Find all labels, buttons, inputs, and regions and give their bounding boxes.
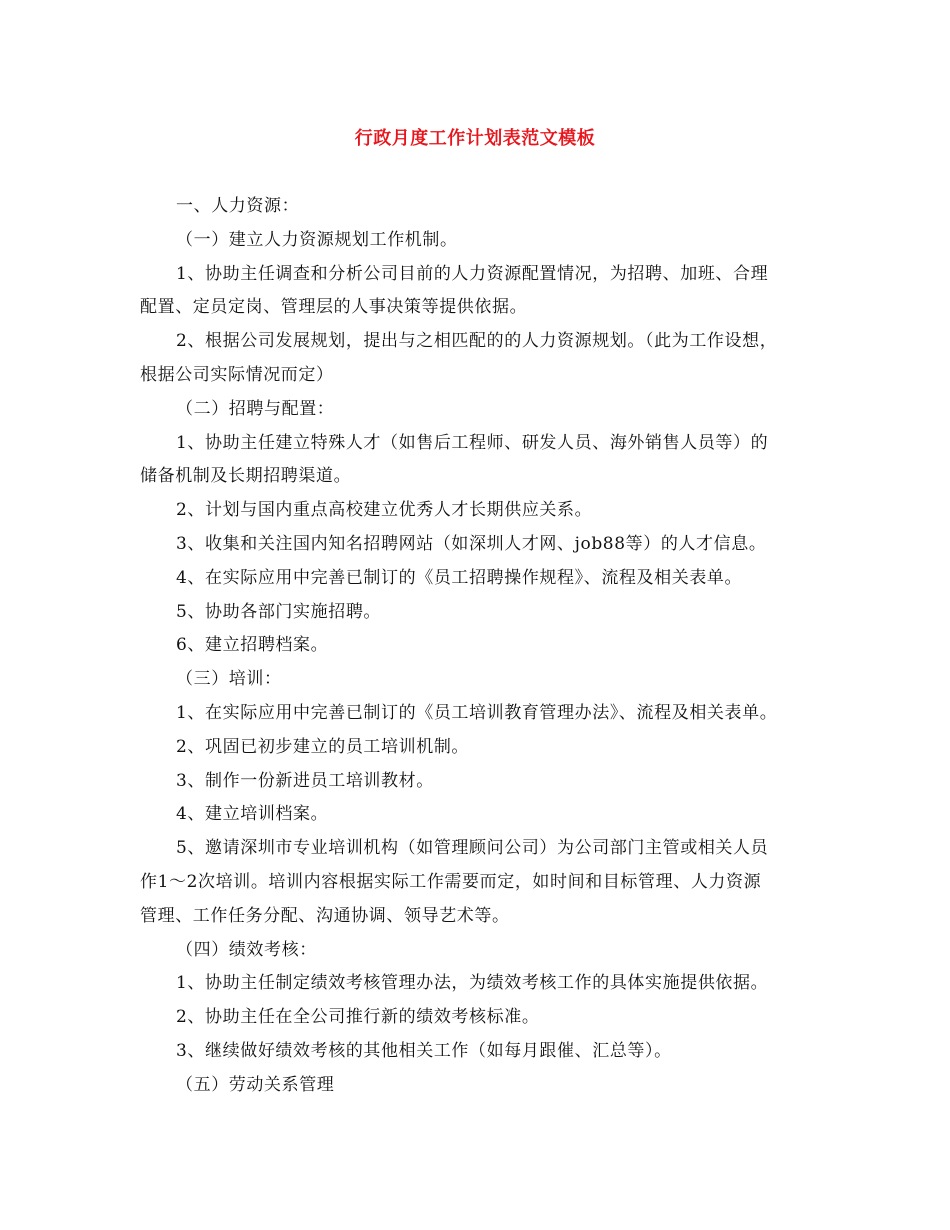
- paragraph-line: （一）建立人力资源规划工作机制。: [176, 229, 458, 250]
- paragraph-line: 4、在实际应用中完善已制订的《员工招聘操作规程》、流程及相关表单。: [176, 567, 743, 588]
- paragraph-line: 管理、工作任务分配、沟通协调、领导艺术等。: [140, 905, 510, 926]
- paragraph-line: 根据公司实际情况而定）: [140, 364, 334, 385]
- paragraph-line: （三）培训：: [176, 669, 282, 690]
- paragraph-line: 5、协助各部门实施招聘。: [176, 601, 382, 622]
- paragraph-line: 1、协助主任调查和分析公司目前的人力资源配置情况，为招聘、加班、合理: [176, 263, 769, 284]
- paragraph-line: 作1～2次培训。培训内容根据实际工作需要而定，如时间和目标管理、人力资源: [140, 871, 762, 892]
- paragraph-line: 1、协助主任建立特殊人才（如售后工程师、研发人员、海外销售人员等）的: [176, 432, 769, 453]
- paragraph-line: 1、在实际应用中完善已制订的《员工培训教育管理办法》、流程及相关表单。: [176, 702, 778, 723]
- paragraph-line: 储备机制及长期招聘渠道。: [140, 466, 352, 487]
- paragraph-line: 3、收集和关注国内知名招聘网站（如深圳人才网、job88等）的人才信息。: [176, 533, 767, 554]
- paragraph-line: 3、制作一份新进员工培训教材。: [176, 770, 434, 791]
- paragraph-line: （五）劳动关系管理: [176, 1074, 335, 1095]
- document-body: [140, 190, 830, 1103]
- document-title: 行政月度工作计划表范文模板: [354, 128, 596, 149]
- paragraph-line: （二）招聘与配置：: [176, 398, 335, 419]
- paragraph-line: 3、继续做好绩效考核的其他相关工作（如每月跟催、汇总等）。: [176, 1040, 672, 1061]
- paragraph-line: 6、建立招聘档案。: [176, 635, 329, 656]
- paragraph-line: 一、人力资源：: [176, 196, 300, 216]
- paragraph-line: 2、巩固已初步建立的员工培训机制。: [176, 736, 470, 757]
- paragraph-line: 2、协助主任在全公司推行新的绩效考核标准。: [176, 1007, 540, 1028]
- paragraph-line: 2、计划与国内重点高校建立优秀人才长期供应关系。: [176, 500, 593, 521]
- paragraph-line: （四）绩效考核：: [176, 939, 317, 960]
- paragraph-line: 4、建立培训档案。: [176, 804, 329, 825]
- paragraph-line: 2、根据公司发展规划，提出与之相匹配的的人力资源规划。（此为工作设想，: [176, 331, 778, 352]
- paragraph-line: 1、协助主任制定绩效考核管理办法，为绩效考核工作的具体实施提供依据。: [176, 973, 769, 994]
- paragraph-line: 5、邀请深圳市专业培训机构（如管理顾问公司）为公司部门主管或相关人员: [176, 838, 769, 859]
- paragraph-line: 配置、定员定岗、管理层的人事决策等提供依据。: [140, 297, 528, 318]
